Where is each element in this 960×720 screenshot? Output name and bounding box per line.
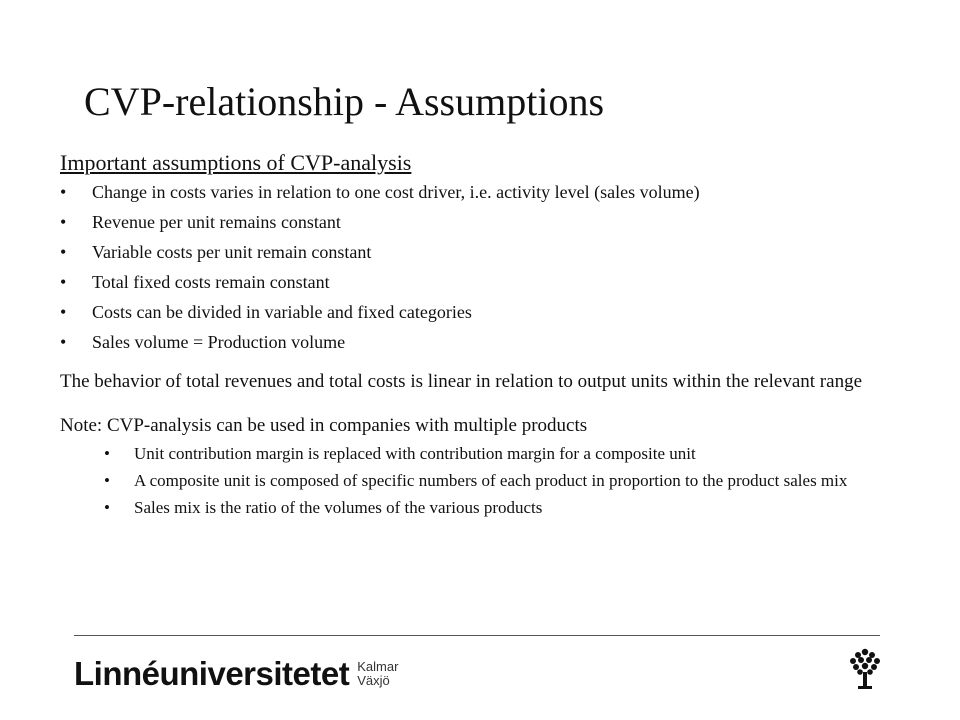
- list-item: • Costs can be divided in variable and fixed categories: [60, 302, 910, 322]
- note-paragraph: Note: CVP-analysis can be used in companies with multiple products: [60, 415, 588, 436]
- logo-place-kalmar: Kalmar: [357, 659, 399, 674]
- list-item: • Revenue per unit remains constant: [60, 212, 910, 232]
- list-item: • Unit contribution margin is replaced with contribution margin for a composite unit: [104, 442, 910, 466]
- list-item: • Sales volume = Production volume: [60, 332, 910, 352]
- multi-product-list: [104, 442, 910, 520]
- list-item: • Total fixed costs remain constant: [60, 272, 910, 292]
- tree-icon: [846, 648, 884, 690]
- subheading: Important assumptions of CVP-analysis: [60, 150, 412, 175]
- university-logo: [74, 652, 398, 696]
- list-item: • Variable costs per unit remain constant: [60, 242, 910, 262]
- logo-place-vaxjo: Växjö: [357, 673, 390, 688]
- list-item: • Change in costs varies in relation to one cost driver, i.e. activity level (sales volume): [60, 182, 910, 202]
- assumption-list: [60, 182, 910, 352]
- logo-places: [357, 660, 398, 688]
- list-item: • A composite unit is composed of specific numbers of each product in proportion to the product sales mix: [104, 469, 910, 493]
- slide-content: [60, 150, 910, 523]
- footer-divider: [74, 635, 880, 636]
- slide-title: CVP-relationship - Assumptions: [84, 79, 605, 124]
- list-item: • Sales mix is the ratio of the volumes of the various products: [104, 496, 910, 520]
- linearity-paragraph: The behavior of total revenues and total costs is linear in relation to output units within the relevant range: [60, 371, 862, 392]
- logo-wordmark: Linnéuniversitetet: [74, 655, 350, 692]
